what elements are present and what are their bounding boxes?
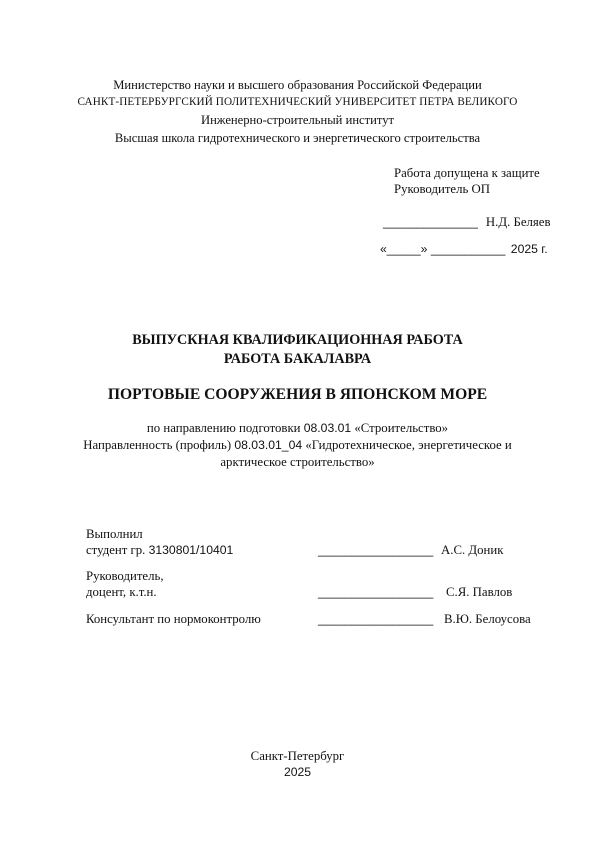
head-signature-row — [383, 213, 551, 231]
consultant-label: Консультант по нормоконтролю — [86, 612, 261, 626]
profile-prefix: Направленность (профиль) — [83, 438, 232, 452]
university-line: САНКТ-ПЕТЕРБУРГСКИЙ ПОЛИТЕХНИЧЕСКИЙ УНИВЕРСИТЕТ ПЕТРА ВЕЛИКОГО — [77, 96, 518, 108]
ministry-line: Министерство науки и высшего образования Российской Федерации — [113, 78, 482, 92]
profile-name-line-2: арктическое строительство» — [220, 455, 375, 469]
date-year: 2025 г. — [510, 242, 548, 256]
approval-line-1: Работа допущена к защите — [394, 166, 540, 180]
profile-name-1: «Гидротехническое, энергетическое и — [305, 438, 512, 452]
approval-line-2: Руководитель ОП — [394, 182, 491, 196]
performed-label: Выполнил — [86, 527, 143, 541]
supervisor-signature-blank: _________________ — [318, 585, 434, 599]
student-name: А.С. Доник — [441, 543, 504, 557]
head-signature-blank: ______________ — [383, 215, 478, 229]
date-month-blank: ___________ — [430, 242, 506, 256]
supervisor-name: С.Я. Павлов — [446, 585, 513, 599]
direction-prefix: по направлению подготовки — [146, 421, 301, 435]
profile-code: 08.03.01_04 — [234, 438, 303, 452]
profile-line — [0, 438, 595, 453]
thesis-theme: ПОРТОВЫЕ СООРУЖЕНИЯ В ЯПОНСКОМ МОРЕ — [107, 386, 488, 403]
student-prefix: студент гр. — [86, 543, 146, 557]
supervisor-label-2: доцент, к.т.н. — [86, 585, 157, 599]
supervisor-label-1: Руководитель, — [86, 569, 164, 583]
consultant-name: В.Ю. Белоусова — [444, 612, 531, 626]
institute-line: Инженерно-строительный институт — [200, 113, 395, 127]
student-label — [86, 543, 233, 558]
student-signature-blank: _________________ — [318, 543, 434, 557]
degree-title: РАБОТА БАКАЛАВРА — [223, 351, 372, 367]
date-day-blank: _____ — [386, 242, 421, 256]
school-line: Высшая школа гидротехнического и энергетического строительства — [114, 131, 481, 145]
footer-city: Санкт-Петербург — [250, 749, 345, 763]
footer-year: 2025 — [283, 765, 312, 779]
direction-line — [0, 421, 595, 436]
consultant-signature-blank: _________________ — [318, 612, 434, 626]
head-name: Н.Д. Беляев — [485, 215, 551, 229]
approval-date-row — [380, 242, 548, 256]
work-type-title: ВЫПУСКНАЯ КВАЛИФИКАЦИОННАЯ РАБОТА — [132, 332, 463, 348]
date-open-quote: « — [380, 242, 387, 256]
student-group: 3130801/10401 — [148, 543, 234, 557]
direction-code: 08.03.01 — [303, 421, 352, 435]
direction-name: «Строительство» — [354, 421, 449, 435]
date-close-quote: » — [420, 242, 428, 256]
